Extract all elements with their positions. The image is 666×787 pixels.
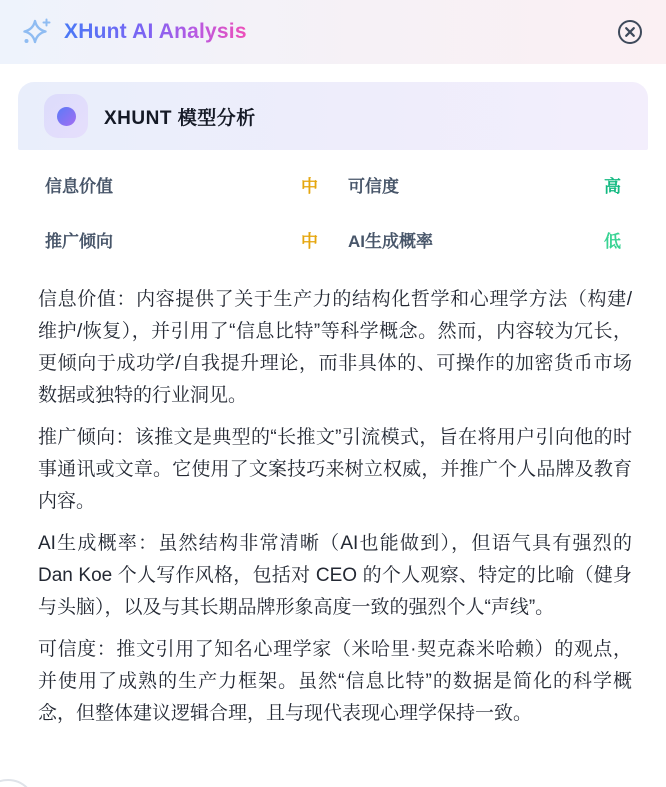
- paragraph-promotion: 推广倾向：该推文是典型的“长推文”引流模式，旨在将用户引向他的时事通讯或文章。它使用了文案技巧来树立权威，并推广个人品牌及教育内容。: [38, 427, 632, 512]
- metric-credibility: [348, 172, 621, 197]
- panel-header: [0, 0, 666, 64]
- close-button[interactable]: [616, 18, 644, 46]
- analysis-body: [0, 252, 666, 730]
- metric-info-value: [45, 172, 318, 197]
- metric-label: AI生成概率: [348, 232, 433, 251]
- model-analysis-header: [18, 82, 648, 150]
- model-analysis-title: XHUNT 模型分析: [104, 107, 256, 129]
- sparkles-icon: [20, 16, 52, 48]
- metric-label: 推广倾向: [45, 232, 113, 251]
- next-section-peek: [0, 779, 36, 787]
- gradient-dot-icon: [57, 107, 76, 126]
- metric-label: 信息价值: [45, 177, 113, 196]
- metric-value: 中: [301, 177, 318, 196]
- paragraph-info-value: 信息价值：内容提供了关于生产力的结构化哲学和心理学方法（构建/维护/恢复），并引用了“信息比特”等科学概念。然而，内容较为冗长，更倾向于成功学/自我提升理论，而非具体的、可操作的加密货币市场数据或独特的行业洞见。: [38, 289, 632, 406]
- paragraph-credibility: 可信度：推文引用了知名心理学家（米哈里·契克森米哈赖）的观点，并使用了成熟的生产力框架。虽然“信息比特”的数据是简化的科学概念，但整体建议逻辑合理，且与现代表现心理学保持一致。: [38, 639, 632, 724]
- metric-ai-probability: [348, 227, 621, 252]
- close-icon: [616, 18, 644, 46]
- metric-label: 可信度: [348, 177, 399, 196]
- paragraph-ai-probability: AI生成概率：虽然结构非常清晰（AI也能做到），但语气具有强烈的 Dan Koe 个人写作风格，包括对 CEO 的个人观察、特定的比喻（健身与头脑），以及与其长期品牌形象高度一致的强烈个人“声线”。: [38, 533, 632, 618]
- model-badge-icon: [44, 94, 88, 138]
- metric-value: 高: [604, 177, 621, 196]
- panel-title: XHunt AI Analysis: [64, 20, 247, 43]
- metric-promotion: [45, 227, 318, 252]
- metrics-grid: [18, 150, 648, 252]
- metric-value: 低: [604, 232, 621, 251]
- metric-value: 中: [301, 232, 318, 251]
